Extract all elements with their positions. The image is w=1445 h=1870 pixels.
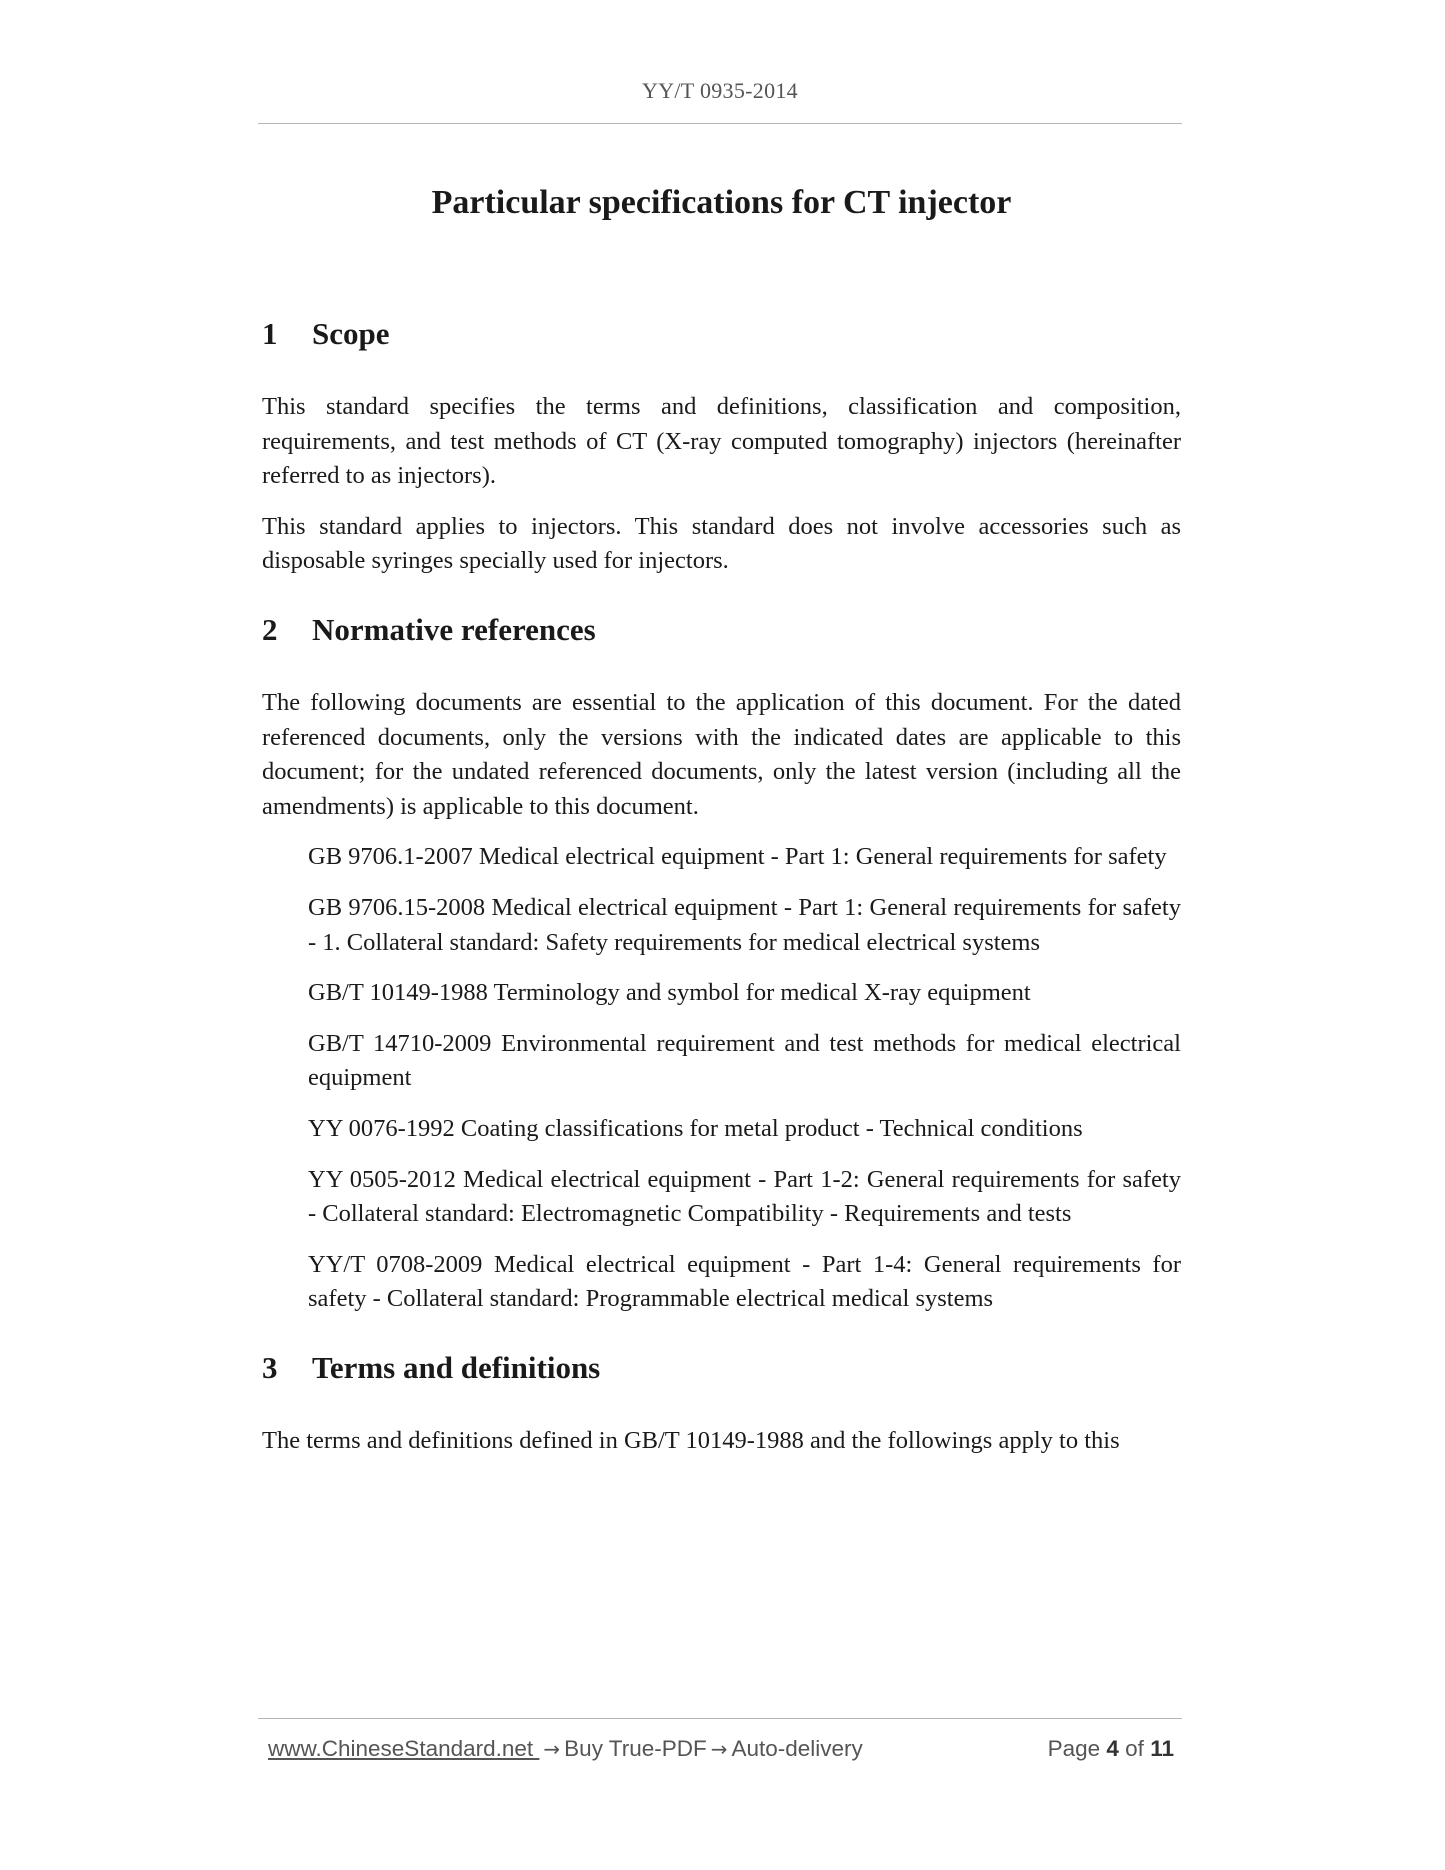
scope-paragraph: This standard specifies the terms and definitions, classification and composition, requirements, and test methods of CT (X-ray computed tomography) injectors (hereinafter referred to as injectors). bbox=[262, 393, 1181, 490]
buy-true-pdf-text: Buy True-PDF bbox=[564, 1736, 707, 1761]
total-page-number: 11 bbox=[1150, 1736, 1174, 1761]
page-content bbox=[262, 175, 1181, 1458]
reference-item: GB 9706.1-2007 Medical electrical equipment - Part 1: General requirements for safety bbox=[308, 843, 1167, 871]
section-number: 3 bbox=[262, 1349, 278, 1385]
page-indicator bbox=[1048, 1736, 1174, 1762]
section-title: Normative references bbox=[312, 611, 596, 647]
current-page-number: 4 bbox=[1106, 1736, 1119, 1761]
arrow-right-icon: → bbox=[543, 1737, 561, 1761]
page-footer bbox=[268, 1736, 1174, 1762]
page-label: Page bbox=[1047, 1736, 1101, 1761]
scope-paragraph: This standard applies to injectors. This standard does not involve accessories such as disposable syringes specially used for injectors. bbox=[262, 512, 1181, 575]
reference-item: GB/T 10149-1988 Terminology and symbol for medical X-ray equipment bbox=[308, 979, 1031, 1007]
reference-item: YY 0076-1992 Coating classifications for metal product - Technical conditions bbox=[308, 1114, 1083, 1142]
reference-item: GB/T 14710-2009 Environmental requirement and test methods for medical electrical equipment bbox=[308, 1029, 1181, 1092]
auto-delivery-text: Auto-delivery bbox=[731, 1736, 863, 1761]
reference-item: GB 9706.15-2008 Medical electrical equipment - Part 1: General requirements for safety - 1. Collateral standard: Safety requirements for medical electrical systems bbox=[308, 893, 1181, 956]
reference-item: YY 0505-2012 Medical electrical equipment - Part 1-2: General requirements for safety - Collateral standard: Electromagnetic Compatibility - Requirements and tests bbox=[308, 1165, 1181, 1228]
arrow-right-icon: → bbox=[710, 1737, 728, 1761]
header-divider bbox=[258, 123, 1182, 124]
page-of-label: of bbox=[1125, 1736, 1144, 1761]
section-number: 1 bbox=[262, 316, 278, 351]
section-number: 2 bbox=[262, 611, 278, 647]
terms-intro-paragraph: The terms and definitions defined in GB/T 10149-1988 and the followings apply to this bbox=[262, 1426, 1120, 1454]
section-heading-scope bbox=[262, 312, 1181, 356]
reference-item: YY/T 0708-2009 Medical electrical equipment - Part 1-4: General requirements for safety - Collateral standard: Programmable electrical medical systems bbox=[308, 1250, 1181, 1313]
document-title: Particular specifications for CT injector bbox=[431, 184, 1012, 221]
chinesestandard-link[interactable]: www.ChineseStandard.net bbox=[268, 1736, 540, 1761]
section-heading-terms-and-definitions bbox=[262, 1346, 1181, 1390]
section-title: Scope bbox=[312, 316, 390, 351]
section-title: Terms and definitions bbox=[312, 1349, 601, 1385]
footer-divider bbox=[258, 1718, 1182, 1719]
footer-purchase-line bbox=[268, 1736, 863, 1762]
document-code-header: YY/T 0935-2014 bbox=[642, 78, 798, 103]
section-heading-normative-references bbox=[262, 608, 1181, 652]
normative-intro-paragraph: The following documents are essential to the application of this document. For the dated referenced documents, only the versions with the indicated dates are applicable to this document; for the undated referenced documents, only the latest version (including all the amendments) is applicable to this document. bbox=[262, 688, 1181, 820]
